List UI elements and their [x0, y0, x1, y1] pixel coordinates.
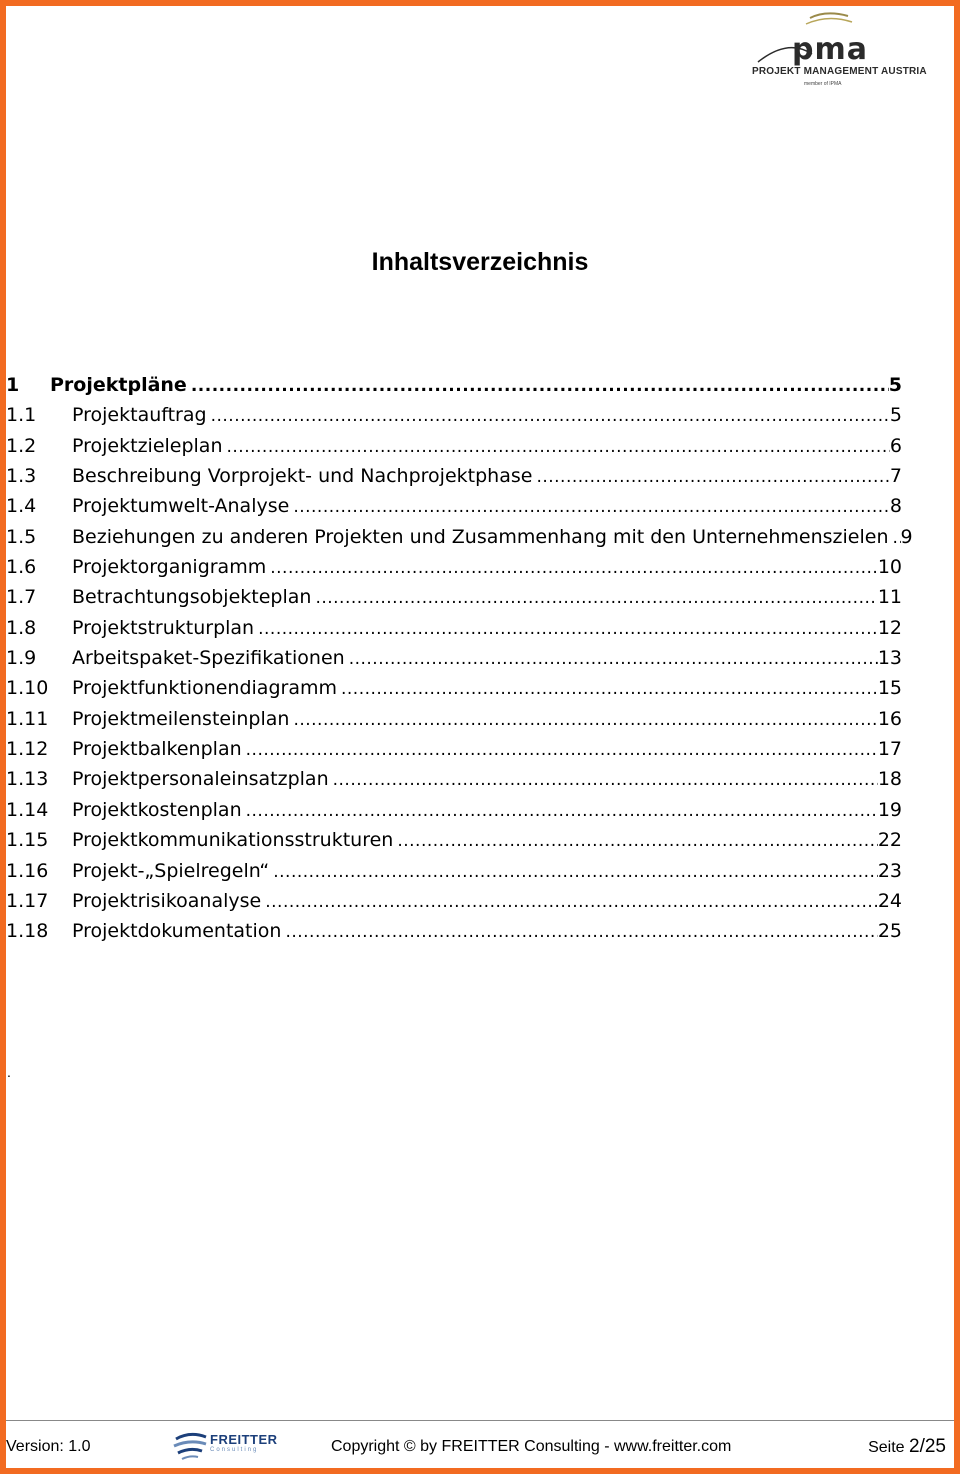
toc-entry-page: 12 [877, 616, 902, 639]
toc-leader-dots [258, 614, 878, 644]
toc-entry-label: Betrachtungsobjekteplan [72, 586, 312, 609]
pma-subtitle: PROJEKT MANAGEMENT AUSTRIA [752, 66, 927, 77]
toc-leader-dots [893, 523, 901, 553]
toc-entry-number: 1.13 [6, 768, 49, 791]
toc-entry-number: 1.2 [6, 434, 37, 457]
toc-entry-label: Arbeitspaket-Spezifikationen [72, 647, 345, 670]
toc-entry-number: 1.7 [6, 586, 37, 609]
toc-leader-dots [211, 401, 890, 431]
toc-entry-number: 1.17 [6, 889, 49, 912]
toc-leader-dots [397, 826, 877, 856]
page-current: 2/25 [909, 1436, 946, 1457]
page-title: Inhaltsverzeichnis [371, 248, 589, 276]
toc-entry-page: 18 [877, 768, 902, 791]
toc-entry-page: 5 [889, 404, 902, 427]
stray-mark: . [7, 1064, 11, 1080]
toc-leader-dots [246, 735, 878, 765]
toc-entry-number: 1.4 [6, 495, 37, 518]
freitter-logo [172, 1431, 282, 1461]
toc-entry-number: 1.9 [6, 647, 37, 670]
toc-entry[interactable] [6, 886, 902, 916]
pma-brand: pma [792, 32, 868, 67]
toc-entry-page: 25 [877, 920, 902, 943]
toc-entry-label: Projektkommunikationsstrukturen [72, 829, 394, 852]
toc-entry-number: 1.12 [6, 738, 49, 761]
toc-entry-number: 1.8 [6, 616, 37, 639]
toc-entry-label: Projektpläne [50, 374, 187, 396]
toc-leader-dots [341, 674, 878, 704]
toc-entry-number: 1.6 [6, 556, 37, 579]
toc-entry-number: 1.16 [6, 859, 49, 882]
toc-entry[interactable] [6, 704, 902, 734]
toc-entry[interactable] [6, 582, 902, 612]
toc-leader-dots [293, 705, 877, 735]
freitter-swoosh-icon [172, 1431, 208, 1461]
toc-entry-number: 1.11 [6, 707, 49, 730]
toc-entry-page: 11 [877, 586, 902, 609]
pma-logo [748, 8, 927, 92]
toc-entry[interactable] [6, 491, 902, 521]
toc-entry-number: 1.14 [6, 798, 49, 821]
toc-entry-number: 1.18 [6, 920, 49, 943]
toc-entry-label: Projektumwelt-Analyse [72, 495, 290, 518]
table-of-contents [6, 370, 913, 947]
toc-entry[interactable] [6, 795, 902, 825]
toc-entry-page: 9 [900, 525, 913, 548]
toc-entry[interactable] [6, 431, 902, 461]
toc-entry-page: 8 [889, 495, 902, 518]
toc-entry-label: Projektzieleplan [72, 434, 223, 457]
toc-entry[interactable] [6, 673, 902, 703]
toc-entry-label: Projektorganigramm [72, 556, 267, 579]
toc-entry-page: 24 [877, 889, 902, 912]
freitter-name: FREITTER [210, 1432, 278, 1447]
toc-entry-label: Projektbalkenplan [72, 738, 242, 761]
toc-entry-page: 16 [877, 707, 902, 730]
toc-entry[interactable] [6, 522, 913, 552]
pma-tagline: member of IPMA [804, 81, 842, 87]
toc-entry-label: Projektdokumentation [72, 920, 282, 943]
toc-entry-page: 6 [889, 434, 902, 457]
toc-entry[interactable] [6, 643, 902, 673]
toc-entry[interactable] [6, 856, 902, 886]
toc-entry[interactable] [6, 916, 902, 946]
page-number [868, 1436, 946, 1458]
toc-leader-dots [265, 887, 878, 917]
toc-leader-dots [349, 644, 878, 674]
toc-leader-dots [270, 553, 878, 583]
toc-entry-label: Projektmeilensteinplan [72, 707, 290, 730]
toc-entry-label: Projektstrukturplan [72, 616, 255, 639]
toc-entry-number: 1.5 [6, 525, 37, 548]
toc-leader-dots [315, 583, 877, 613]
toc-entry-label: Projekt-„Spielregeln“ [72, 859, 270, 882]
toc-entry-page: 13 [877, 647, 902, 670]
toc-leader-dots [246, 796, 878, 826]
page-prefix: Seite [868, 1439, 910, 1456]
toc-entry-number: 1.10 [6, 677, 49, 700]
toc-entry-label: Projektauftrag [72, 404, 207, 427]
toc-entry[interactable] [6, 400, 902, 430]
toc-entry[interactable] [6, 764, 902, 794]
toc-leader-dots [293, 492, 890, 522]
version-label: Version: 1.0 [6, 1438, 91, 1455]
toc-entry-page: 5 [888, 374, 902, 396]
toc-entry-label: Projektrisikoanalyse [72, 889, 262, 912]
toc-entry-page: 22 [877, 829, 902, 852]
toc-entry-number: 1.1 [6, 404, 37, 427]
freitter-sub: Consulting [210, 1447, 259, 1453]
toc-entry-page: 19 [877, 798, 902, 821]
toc-entry[interactable] [6, 734, 902, 764]
toc-leader-dots [333, 765, 878, 795]
toc-entry-label: Beschreibung Vorprojekt- und Nachprojektphase [72, 465, 533, 488]
toc-leader-dots [273, 857, 878, 887]
toc-entry-number: 1 [6, 374, 20, 396]
toc-entry-page: 15 [877, 677, 902, 700]
toc-entry-page: 17 [877, 738, 902, 761]
toc-entry-label: Projektpersonaleinsatzplan [72, 768, 329, 791]
footer [6, 1432, 946, 1460]
toc-entry-label: Beziehungen zu anderen Projekten und Zusammenhang mit den Unternehmenszielen [72, 525, 889, 548]
toc-leader-dots [227, 432, 890, 462]
toc-entry-label: Projektkostenplan [72, 798, 242, 821]
toc-entry[interactable] [6, 370, 902, 400]
toc-entry[interactable] [6, 552, 902, 582]
toc-entry-number: 1.15 [6, 829, 49, 852]
footer-divider [6, 1420, 954, 1421]
toc-leader-dots [536, 462, 889, 492]
toc-entry-page: 7 [889, 465, 902, 488]
toc-entry-label: Projektfunktionendiagramm [72, 677, 337, 700]
toc-leader-dots [191, 371, 889, 401]
toc-entry[interactable] [6, 825, 902, 855]
toc-entry[interactable] [6, 461, 902, 491]
toc-entry-page: 23 [877, 859, 902, 882]
copyright-text: Copyright © by FREITTER Consulting - www.freitter.com [331, 1438, 732, 1455]
toc-leader-dots [285, 917, 877, 947]
toc-entry-number: 1.3 [6, 465, 37, 488]
toc-entry[interactable] [6, 613, 902, 643]
toc-entry-page: 10 [877, 556, 902, 579]
